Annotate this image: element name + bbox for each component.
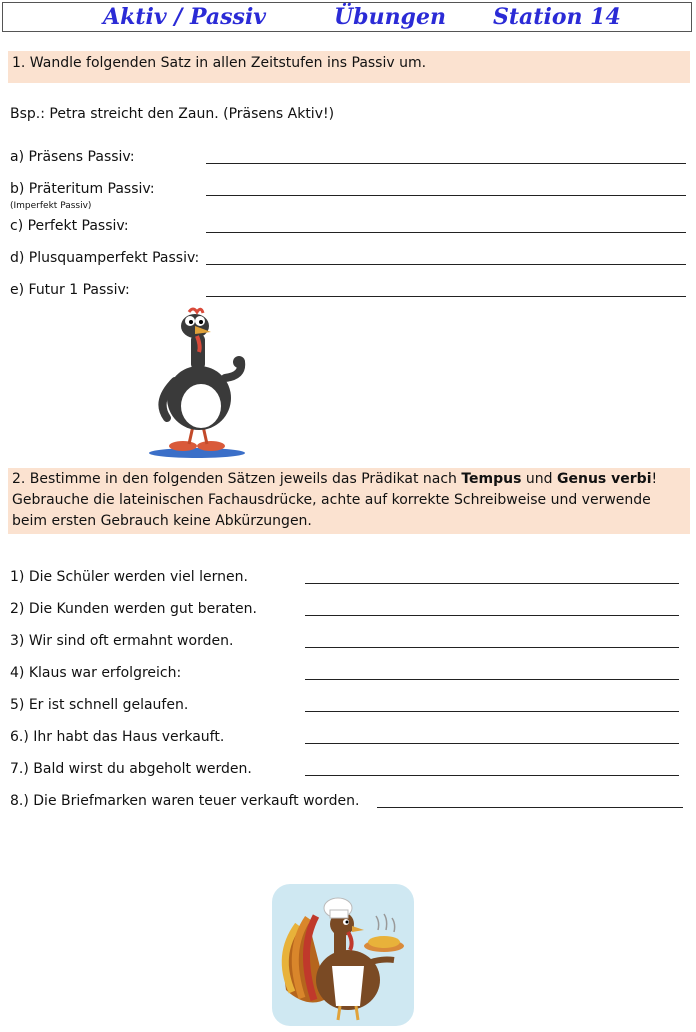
task1-item-d: d) Plusquamperfekt Passiv: <box>10 250 200 266</box>
answer-line-1[interactable] <box>305 583 679 584</box>
cartoon-bird-icon <box>145 306 249 460</box>
task1-item-c: c) Perfekt Passiv: <box>10 218 129 234</box>
sentence-3: 3) Wir sind oft ermahnt worden. <box>10 633 234 649</box>
answer-line-7[interactable] <box>305 775 679 776</box>
sentence-8: 8.) Die Briefmarken waren teuer verkauft worden. <box>10 793 360 809</box>
sentence-7: 7.) Bald wirst du abgeholt werden. <box>10 761 252 777</box>
answer-line-c[interactable] <box>206 232 686 233</box>
task1-item-a: a) Präsens Passiv: <box>10 149 135 165</box>
sentence-1: 1) Die Schüler werden viel lernen. <box>10 569 248 585</box>
sentence-6: 6.) Ihr habt das Haus verkauft. <box>10 729 225 745</box>
answer-line-d[interactable] <box>206 264 686 265</box>
task1-item-e: e) Futur 1 Passiv: <box>10 282 130 298</box>
answer-line-2[interactable] <box>305 615 679 616</box>
answer-line-8[interactable] <box>377 807 683 808</box>
header-station: Station 14 <box>493 4 621 30</box>
sentence-5: 5) Er ist schnell gelaufen. <box>10 697 189 713</box>
task1-example: Bsp.: Petra streicht den Zaun. (Präsens Aktiv!) <box>10 106 335 122</box>
answer-line-a[interactable] <box>206 163 686 164</box>
worksheet-header <box>2 2 692 32</box>
answer-line-5[interactable] <box>305 711 679 712</box>
answer-line-6[interactable] <box>305 743 679 744</box>
sentence-2: 2) Die Kunden werden gut beraten. <box>10 601 257 617</box>
task1-instruction: 1. Wandle folgenden Satz in allen Zeitstufen ins Passiv um. <box>12 55 427 71</box>
sentence-4: 4) Klaus war erfolgreich: <box>10 665 182 681</box>
task2-instruction-box <box>8 468 690 534</box>
header-topic: Aktiv / Passiv <box>103 4 267 30</box>
answer-line-3[interactable] <box>305 647 679 648</box>
task2-instruction-line3: beim ersten Gebrauch keine Abkürzungen. <box>12 513 312 529</box>
task2-instruction-line2: Gebrauche die lateinischen Fachausdrücke, achte auf korrekte Schreibweise und verwende <box>12 492 651 508</box>
header-type: Übungen <box>334 4 446 30</box>
task1-instruction-box <box>8 51 690 83</box>
answer-line-b[interactable] <box>206 195 686 196</box>
task1-item-b-note: (Imperfekt Passiv) <box>10 201 92 211</box>
answer-line-e[interactable] <box>206 296 686 297</box>
answer-line-4[interactable] <box>305 679 679 680</box>
task1-item-b: b) Präteritum Passiv: <box>10 181 155 197</box>
task2-instruction-line1: 2. Bestimme in den folgenden Sätzen jeweils das Prädikat nach Tempus und Genus verbi! <box>12 471 658 487</box>
cartoon-turkey-chef-icon <box>268 880 418 1030</box>
